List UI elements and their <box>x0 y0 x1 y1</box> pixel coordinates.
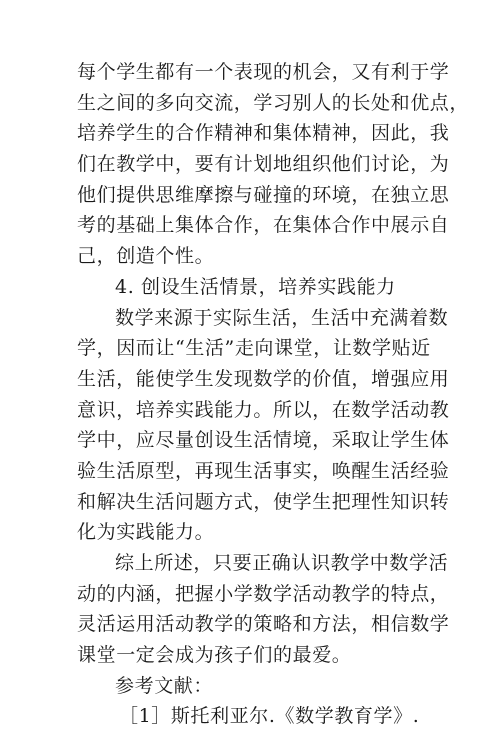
reference-item: ［1］斯托利亚尔.《数学教育学》. <box>119 705 420 728</box>
text-line: 化为实践能力。 <box>77 521 215 544</box>
text-line: 学，因而让“生活”走向课堂，让数学贴近 <box>77 337 431 360</box>
text-line: 动的内涵，把握小学数学活动教学的特点， <box>77 582 450 605</box>
text-line: 他们提供思维摩擦与碰撞的环境，在独立思 <box>77 183 450 206</box>
text-line: 每个学生都有一个表现的机会，又有利于学 <box>77 61 450 83</box>
text-line: 学中，应尽量创设生活情境，采取让学生体 <box>77 429 450 452</box>
text-line: 验生活原型，再现生活事实，唤醒生活经验 <box>77 459 450 482</box>
paragraph-conclusion <box>77 548 450 671</box>
section-heading: 4. 创设生活情景，培养实践能力 <box>115 275 396 298</box>
text-line: 己，创造个性。 <box>77 245 215 268</box>
text-line: 生之间的多向交流，学习别人的长处和优点， <box>77 91 470 114</box>
text-line: 和解决生活问题方式，使学生把理性知识转 <box>77 490 450 513</box>
text-line: 们在教学中，要有计划地组织他们讨论，为 <box>77 153 450 176</box>
references-title: 参考文献： <box>115 674 214 697</box>
text-line: 灵活运用活动教学的策略和方法，相信数学 <box>77 613 450 636</box>
text-line: 生活，能使学生发现数学的价值，增强应用 <box>77 367 450 390</box>
text-line: 培养学生的合作精神和集体精神，因此，我 <box>77 122 450 145</box>
text-line: 综上所述，只要正确认识教学中数学活 <box>115 552 449 574</box>
document-body <box>77 57 470 732</box>
text-line: 考的基础上集体合作，在集体合作中展示自 <box>77 214 450 237</box>
paragraph-cooperation <box>77 57 470 272</box>
text-line: 数学来源于实际生活，生活中充满着数 <box>115 306 449 329</box>
paragraph-life-situations <box>77 303 450 549</box>
text-line: 课堂一定会成为孩子们的最爱。 <box>77 644 352 667</box>
text-line: 意识，培养实践能力。所以，在数学活动教 <box>77 398 450 421</box>
